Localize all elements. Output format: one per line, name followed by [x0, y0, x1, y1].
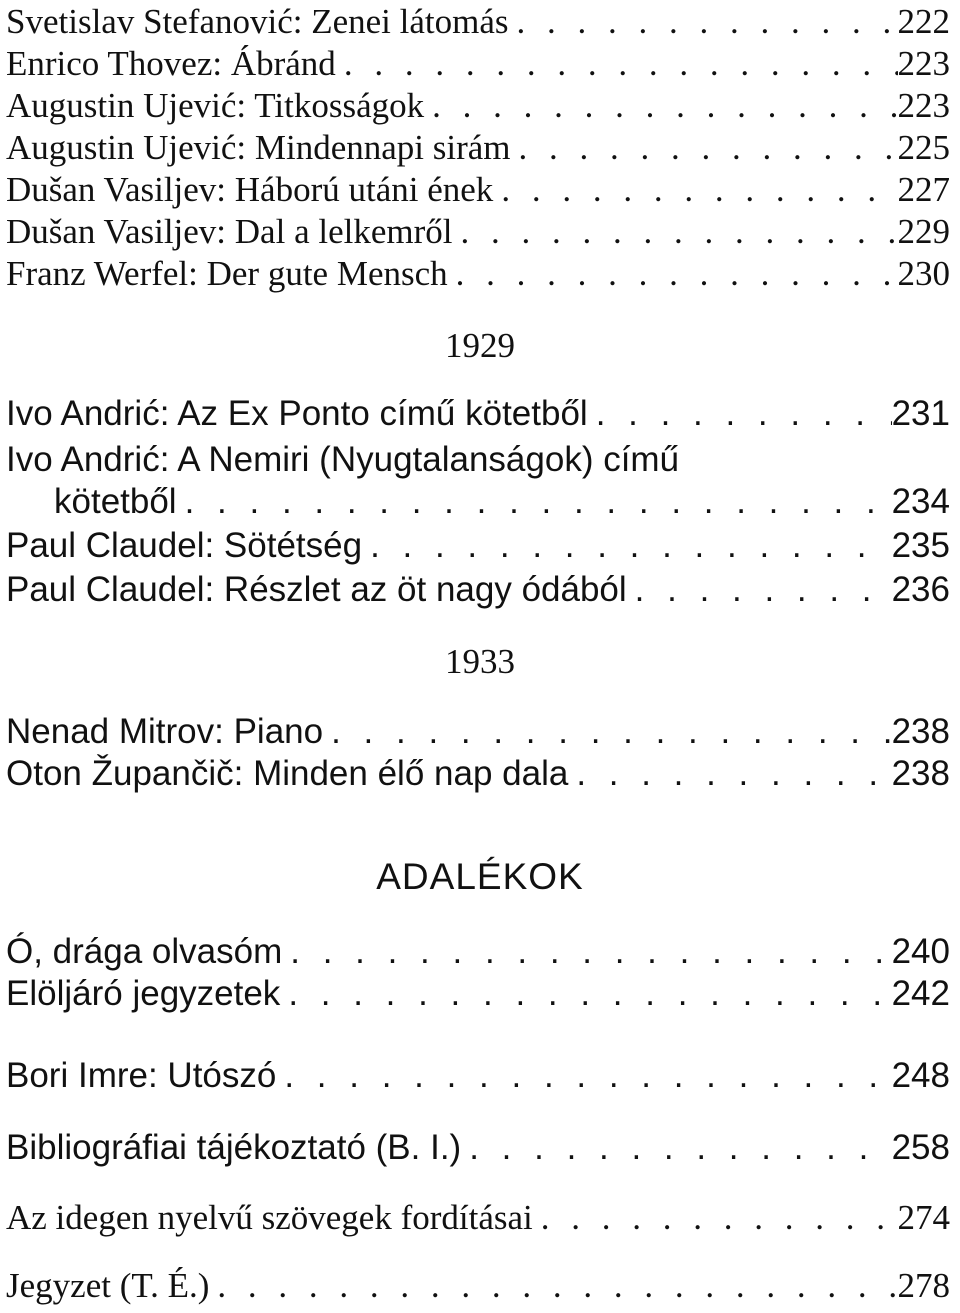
toc-entry	[6, 172, 950, 207]
section-year-1929: 1929	[445, 326, 515, 365]
entry-title: Ó, drága olvasóm	[6, 932, 283, 971]
entry-title: Az idegen nyelvű szövegek fordításai	[6, 1198, 533, 1237]
leader-dots	[461, 1130, 891, 1165]
entry-page: 238	[891, 754, 950, 793]
entry-page: 278	[897, 1266, 950, 1305]
entry-title: Elöljáró jegyzetek	[6, 974, 281, 1013]
entry-page: 227	[897, 170, 950, 209]
entry-page: 242	[891, 974, 950, 1013]
toc-entry	[6, 130, 950, 165]
entry-page: 230	[897, 254, 950, 293]
entry-title: Nenad Mitrov: Piano	[6, 712, 324, 751]
toc-entry	[6, 528, 950, 563]
toc-entry	[6, 1268, 950, 1303]
section-year-1933: 1933	[445, 642, 515, 681]
entry-title: Dušan Vasiljev: Dal a lelkemről	[6, 212, 453, 251]
entry-page: 248	[891, 1056, 950, 1095]
entry-title: Paul Claudel: Sötétség	[6, 526, 363, 565]
toc-entry	[6, 572, 950, 607]
section-heading-adalekok: ADALÉKOK	[376, 856, 584, 897]
toc-entry	[6, 1058, 950, 1093]
entry-page: 223	[897, 44, 950, 83]
leader-dots	[509, 4, 898, 39]
leader-dots	[323, 714, 891, 749]
toc-entry	[6, 46, 950, 81]
toc-entry	[6, 214, 950, 249]
leader-dots	[511, 130, 898, 165]
leader-dots	[452, 214, 897, 249]
entry-title: Franz Werfel: Der gute Mensch	[6, 254, 448, 293]
toc-entry	[6, 1130, 950, 1165]
toc-entry	[6, 934, 950, 969]
toc-entry	[6, 396, 950, 431]
entry-page: 234	[891, 482, 950, 521]
toc-entry	[6, 756, 950, 791]
toc-entry	[6, 714, 950, 749]
toc-entry	[6, 976, 950, 1011]
leader-dots	[282, 934, 891, 969]
entry-page: 225	[897, 128, 950, 167]
leader-dots	[209, 1268, 897, 1303]
entry-title: Ivo Andrić: A Nemiri (Nyugtalanságok) című	[6, 440, 680, 479]
entry-title: Svetislav Stefanović: Zenei látomás	[6, 2, 509, 41]
leader-dots	[177, 484, 892, 519]
toc-entry	[6, 88, 950, 123]
entry-page: 236	[891, 570, 950, 609]
entry-page: 222	[897, 2, 950, 41]
entry-title: Paul Claudel: Részlet az öt nagy ódából	[6, 570, 627, 609]
leader-dots	[533, 1200, 898, 1235]
entry-title: Dušan Vasiljev: Háború utáni ének	[6, 170, 494, 209]
entry-title-continuation: kötetből	[54, 482, 177, 521]
leader-dots	[280, 976, 891, 1011]
entry-page: 235	[891, 526, 950, 565]
entry-title: Ivo Andrić: Az Ex Ponto című kötetből	[6, 394, 588, 433]
leader-dots	[276, 1058, 891, 1093]
entry-title: Oton Župančič: Minden élő nap dala	[6, 754, 569, 793]
toc-entry	[6, 256, 950, 291]
entry-title: Augustin Ujević: Titkosságok	[6, 86, 425, 125]
leader-dots	[627, 572, 892, 607]
entry-page: 231	[891, 394, 950, 433]
entry-title: Augustin Ujević: Mindennapi sirám	[6, 128, 511, 167]
entry-page: 274	[897, 1198, 950, 1237]
leader-dots	[448, 256, 898, 291]
leader-dots	[568, 756, 891, 791]
entry-title: Bori Imre: Utószó	[6, 1056, 277, 1095]
entry-title: Enrico Thovez: Ábránd	[6, 44, 336, 83]
leader-dots	[362, 528, 892, 563]
leader-dots	[493, 172, 897, 207]
entry-title: Jegyzet (T. É.)	[6, 1266, 210, 1305]
entry-page: 238	[891, 712, 950, 751]
entry-page: 223	[897, 86, 950, 125]
entry-page: 240	[891, 932, 950, 971]
entry-page: 258	[891, 1128, 950, 1167]
leader-dots	[424, 88, 897, 123]
toc-entry	[6, 1200, 950, 1235]
entry-page: 229	[897, 212, 950, 251]
entry-title: Bibliográfiai tájékoztató (B. I.)	[6, 1128, 462, 1167]
leader-dots	[336, 46, 898, 81]
toc-entry	[6, 4, 950, 39]
toc-entry	[54, 484, 950, 519]
leader-dots	[588, 396, 892, 431]
